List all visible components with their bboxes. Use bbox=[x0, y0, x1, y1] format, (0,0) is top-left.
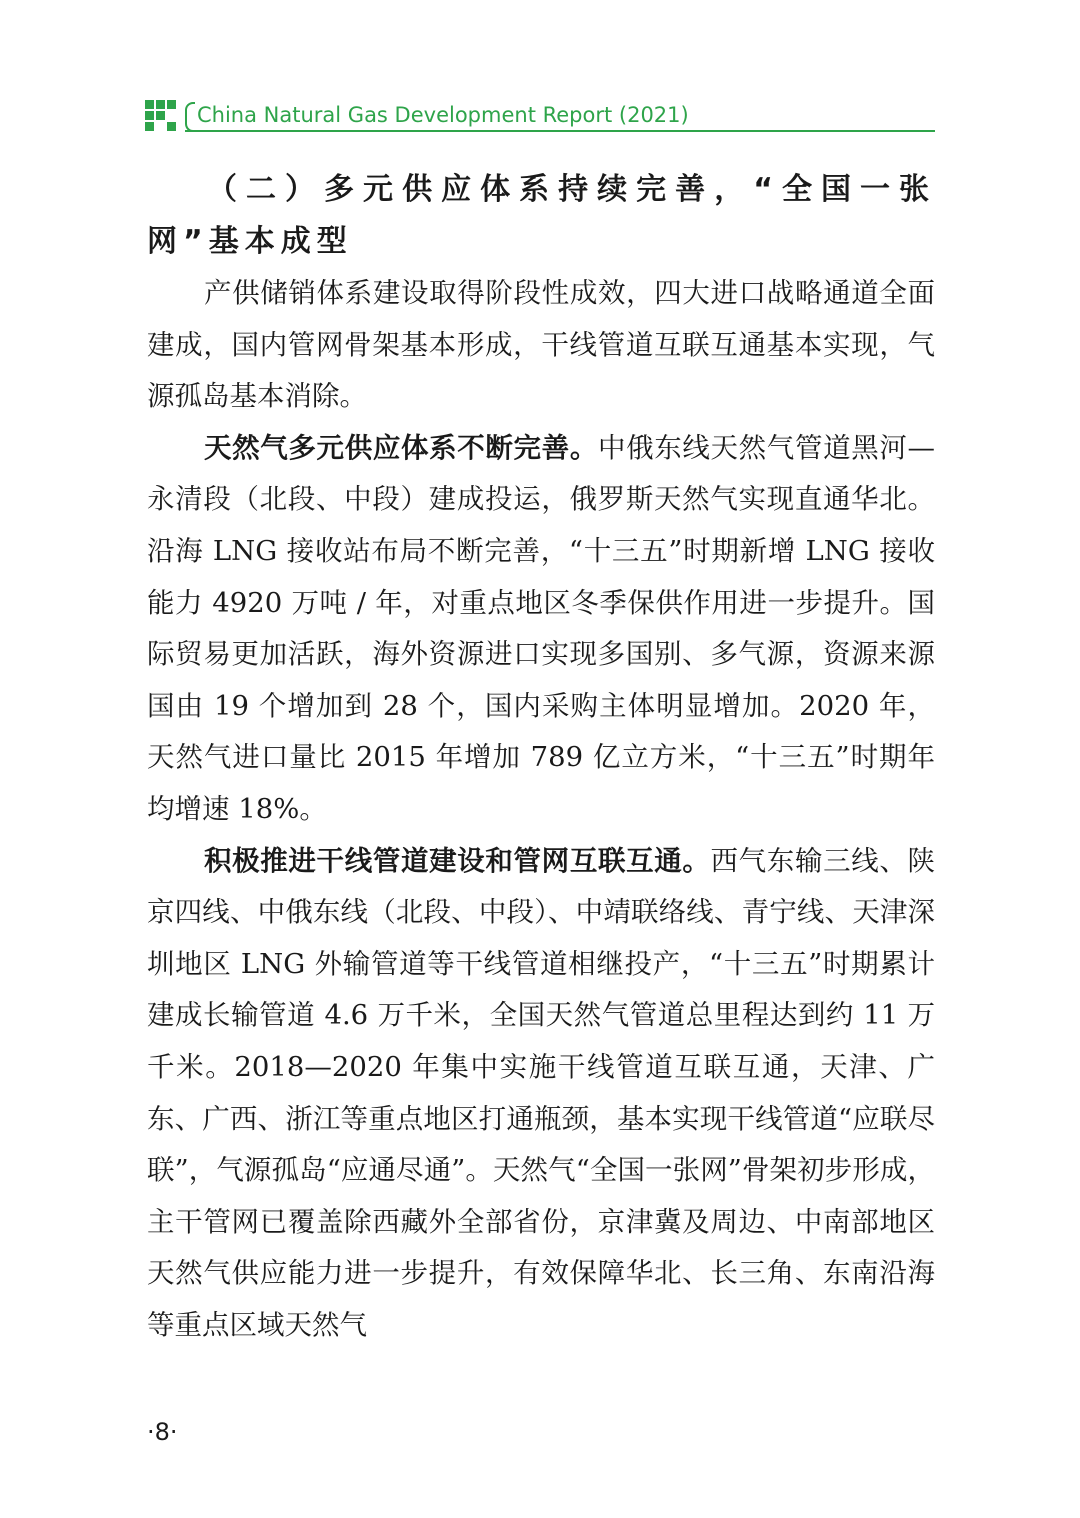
paragraph-lead: 天然气多元供应体系不断完善。 bbox=[204, 431, 598, 464]
page-number: ·8· bbox=[147, 1418, 178, 1446]
page-body bbox=[147, 164, 935, 1351]
paragraph-body: 中俄东线天然气管道黑河—永清段（北段、中段）建成投运，俄罗斯天然气实现直通华北。沿海 LNG 接收站布局不断完善，“十三五”时期新增 LNG 接收能力 4920 万吨 / 年，对重点地区冬季保供作用进一步提升。国际贸易更加活跃，海外资源进口实现多国别、多气源，资源来源国由 19 个增加到 28 个，国内采购主体明显增加。2020 年，天然气进口量比 2015 年增加 789 亿立方米，“十三五”时期年均增速 18%。 bbox=[147, 431, 936, 825]
header-bracket bbox=[185, 102, 195, 132]
paragraph-pipeline bbox=[147, 836, 935, 1352]
header-divider bbox=[185, 130, 935, 132]
report-title: China Natural Gas Development Report (2021) bbox=[197, 103, 689, 127]
section-heading: （二）多元供应体系持续完善，“全国一张网”基本成型 bbox=[147, 172, 935, 259]
paragraph-lead: 积极推进干线管道建设和管网互联互通。 bbox=[204, 844, 711, 877]
report-logo-icon bbox=[145, 100, 177, 132]
paragraph-supply-system bbox=[147, 423, 935, 836]
paragraph-body: 西气东输三线、陕京四线、中俄东线（北段、中段）、中靖联络线、青宁线、天津深圳地区 LNG 外输管道等干线管道相继投产，“十三五”时期累计建成长输管道 4.6 万千米，全国天然气管道总里程达到约 11 万千米。2018—2020 年集中实施干线管道互联互通，天津、广东、广西、浙江等重点地区打通瓶颈，基本实现干线管道“应联尽联”，气源孤岛“应通尽通”。天然气“全国一张网”骨架初步形成，主干管网已覆盖除西藏外全部省份，京津冀及周边、中南部地区天然气供应能力进一步提升，有效保障华北、长三角、东南沿海等重点区域天然气 bbox=[147, 844, 936, 1341]
page-header bbox=[145, 100, 935, 134]
section-intro: 产供储销体系建设取得阶段性成效，四大进口战略通道全面建成，国内管网骨架基本形成，干线管道互联互通基本实现，气源孤岛基本消除。 bbox=[147, 277, 935, 413]
